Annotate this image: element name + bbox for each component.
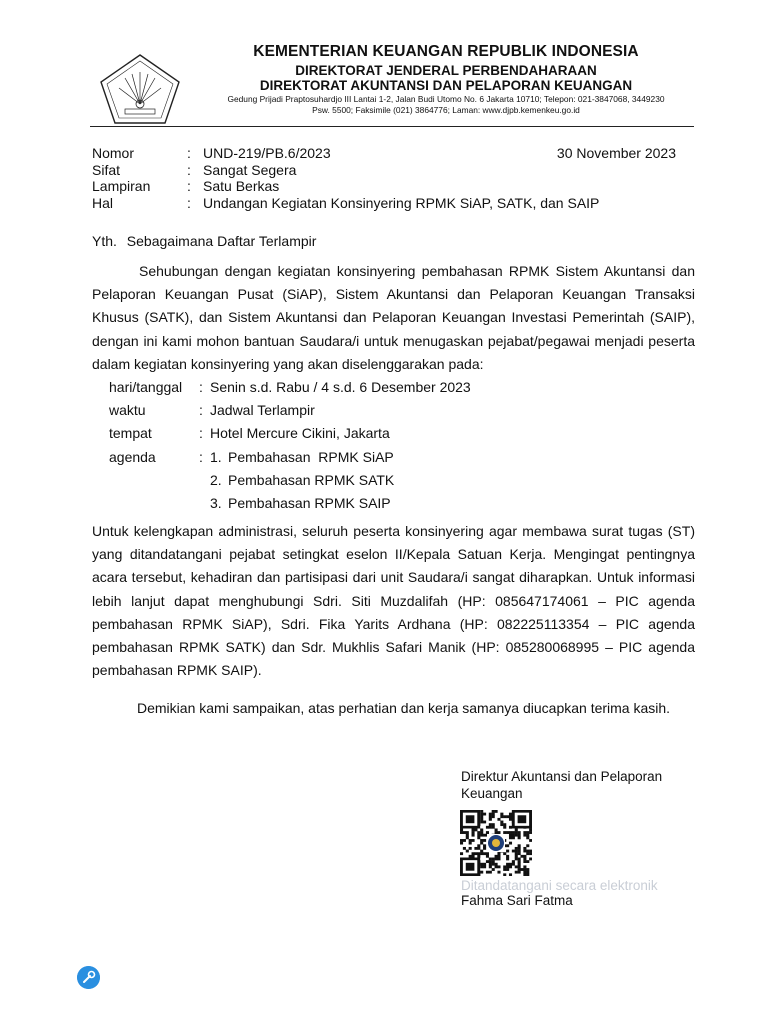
electronic-signature-note: Ditandatangani secara elektronik xyxy=(461,878,658,893)
signature-title: Direktur Akuntansi dan Pelaporan Keuangan xyxy=(461,769,663,801)
letter-meta xyxy=(92,145,682,211)
addressee xyxy=(92,233,316,249)
signer-name: Fahma Sari Fatma xyxy=(461,893,573,908)
closing-paragraph: Demikian kami sampaikan, atas perhatian dan kerja samanya diucapkan terima kasih. xyxy=(137,700,671,716)
directorate-name: DIREKTORAT AKUNTANSI DAN PELAPORAN KEUANGAN xyxy=(259,78,633,93)
letterhead-divider xyxy=(90,126,694,127)
address-line-1: Gedung Prijadi Praptosuhardjo III Lantai 1-2, Jalan Budi Utomo No. 6 Jakarta 10710; Telepon: 021-3847068, 3449230 xyxy=(227,94,665,104)
ministry-name: KEMENTERIAN KEUANGAN REPUBLIK INDONESIA xyxy=(253,43,639,60)
agenda-item: 2. Pembahasan RPMK SATK xyxy=(210,471,395,488)
addressee-prefix: Yth. xyxy=(92,233,117,249)
meta-row-hal: Hal : Undangan Kegiatan Konsinyering RPMK SiAP, SATK, dan SAIP xyxy=(92,194,600,211)
directorate-general: DIREKTORAT JENDERAL PERBENDAHARAAN xyxy=(295,63,597,78)
letter-date: 30 November 2023 xyxy=(556,145,676,161)
letterhead xyxy=(0,0,768,135)
detail-row-place: tempat : Hotel Mercure Cikini, Jakarta xyxy=(109,425,390,442)
detail-row-agenda: agenda : 1. Pembahasan RPMK SiAP 2. Pembahasan RPMK SATK 3. Pembahasan RPMK SAIP xyxy=(109,446,471,516)
address-line-2: Psw. 5500; Faksimile (021) 3864776; Laman: www.djpb.kemenkeu.go.id xyxy=(312,104,580,115)
detail-row-time: waktu : Jadwal Terlampir xyxy=(109,402,315,419)
wrench-badge-icon[interactable] xyxy=(77,966,100,989)
ministry-logo-icon xyxy=(97,52,183,126)
body-paragraph-1: Sehubungan dengan kegiatan konsinyering pembahasan RPMK Sistem Akuntansi dan Pelaporan Keuangan Pusat (SiAP), Sistem Akuntansi dan Pelaporan Keuangan Transaksi Khusus (SATK), dan Sistem Akuntansi dan Pelaporan Keuangan Investasi Pemerintah (SAIP), dengan ini kami mohon bantuan Saudara/i untuk menugaskan pejabat/pegawai menjadi peserta dalam kegiatan konsinyering yang akan diselenggarakan pada: xyxy=(92,263,695,372)
meta-row-lampiran: Lampiran : Satu Berkas xyxy=(92,178,280,194)
meta-row-sifat: Sifat : Sangat Segera xyxy=(92,161,297,178)
agenda-item: 3. Pembahasan RPMK SAIP xyxy=(210,495,391,512)
body-paragraph-2: Untuk kelengkapan administrasi, seluruh peserta konsinyering agar membawa surat tugas (ST) yang ditandatangani pejabat setingkat eselon II/Kepala Satuan Kerja. Mengingat pentingnya acara tersebut, kehadiran dan partisipasi dari unit Saudara/i sangat diharapkan. Untuk informasi lebih lanjut dapat menghubungi Sdri. Siti Muzdalifah (HP: 085647174061 – PIC agenda pembahasan RPMK SiAP), Sdri. Fika Yarits Ardhana (HP: 082225113354 – PIC agenda pembahasan RPMK SATK) dan Sdr. Mukhlis Safari Manik (HP: 085280068995 – PIC agenda pembahasan RPMK SAIP). xyxy=(92,523,695,679)
addressee-name: Sebagaimana Daftar Terlampir xyxy=(126,233,317,249)
detail-row-date: hari/tanggal : Senin s.d. Rabu / 4 s.d. 6 Desember 2023 xyxy=(109,379,471,395)
qr-code-icon xyxy=(460,810,532,876)
event-details xyxy=(109,376,471,515)
meta-row-nomor: Nomor : UND-219/PB.6/2023 xyxy=(92,145,331,161)
agenda-list xyxy=(210,446,394,516)
agenda-item: 1. Pembahasan RPMK SiAP xyxy=(210,448,394,465)
